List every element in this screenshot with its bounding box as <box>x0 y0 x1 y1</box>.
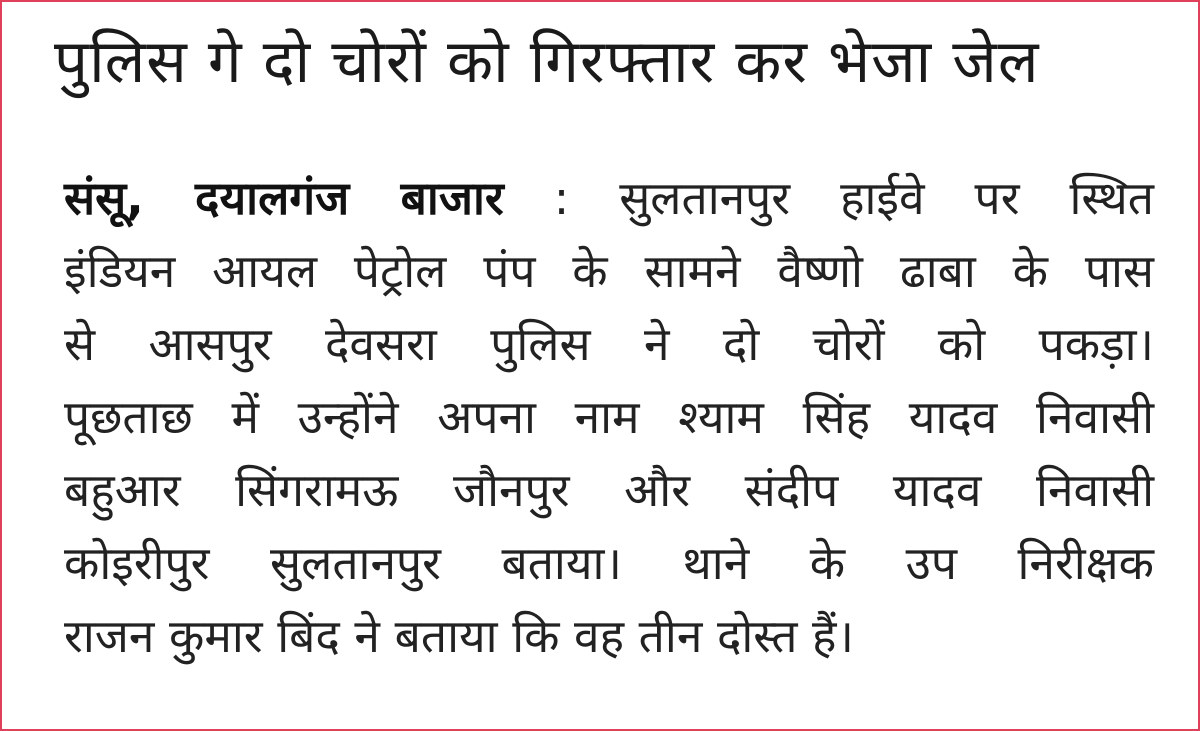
article-line-text: : सुलतानपुर हाईवे पर स्थित <box>503 171 1154 225</box>
article-body <box>64 162 1154 673</box>
article-line: इंडियन आयल पेट्रोल पंप के सामने वैष्णो ढाबा के पास <box>64 244 1154 298</box>
headline: पुलिस गे दो चोरों को गिरफ्तार कर भेजा जेल <box>54 27 1040 97</box>
article-line: कोइरीपुर सुलतानपुर बताया। थाने के उप निरीक्षक <box>64 536 1154 590</box>
dateline: संसू, दयालगंज बाजार <box>64 171 504 225</box>
article-line <box>64 162 1154 235</box>
article-line: राजन कुमार बिंद ने बताया कि वह तीन दोस्त हैं। <box>64 609 854 663</box>
article-line: बहुआर सिंगरामऊ जौनपुर और संदीप यादव निवासी <box>64 463 1154 517</box>
article-line: से आसपुर देवसरा पुलिस ने दो चोरों को पकड़ा। <box>64 317 1154 371</box>
article-line: पूछताछ में उन्होंने अपना नाम श्याम सिंह यादव निवासी <box>64 390 1154 444</box>
